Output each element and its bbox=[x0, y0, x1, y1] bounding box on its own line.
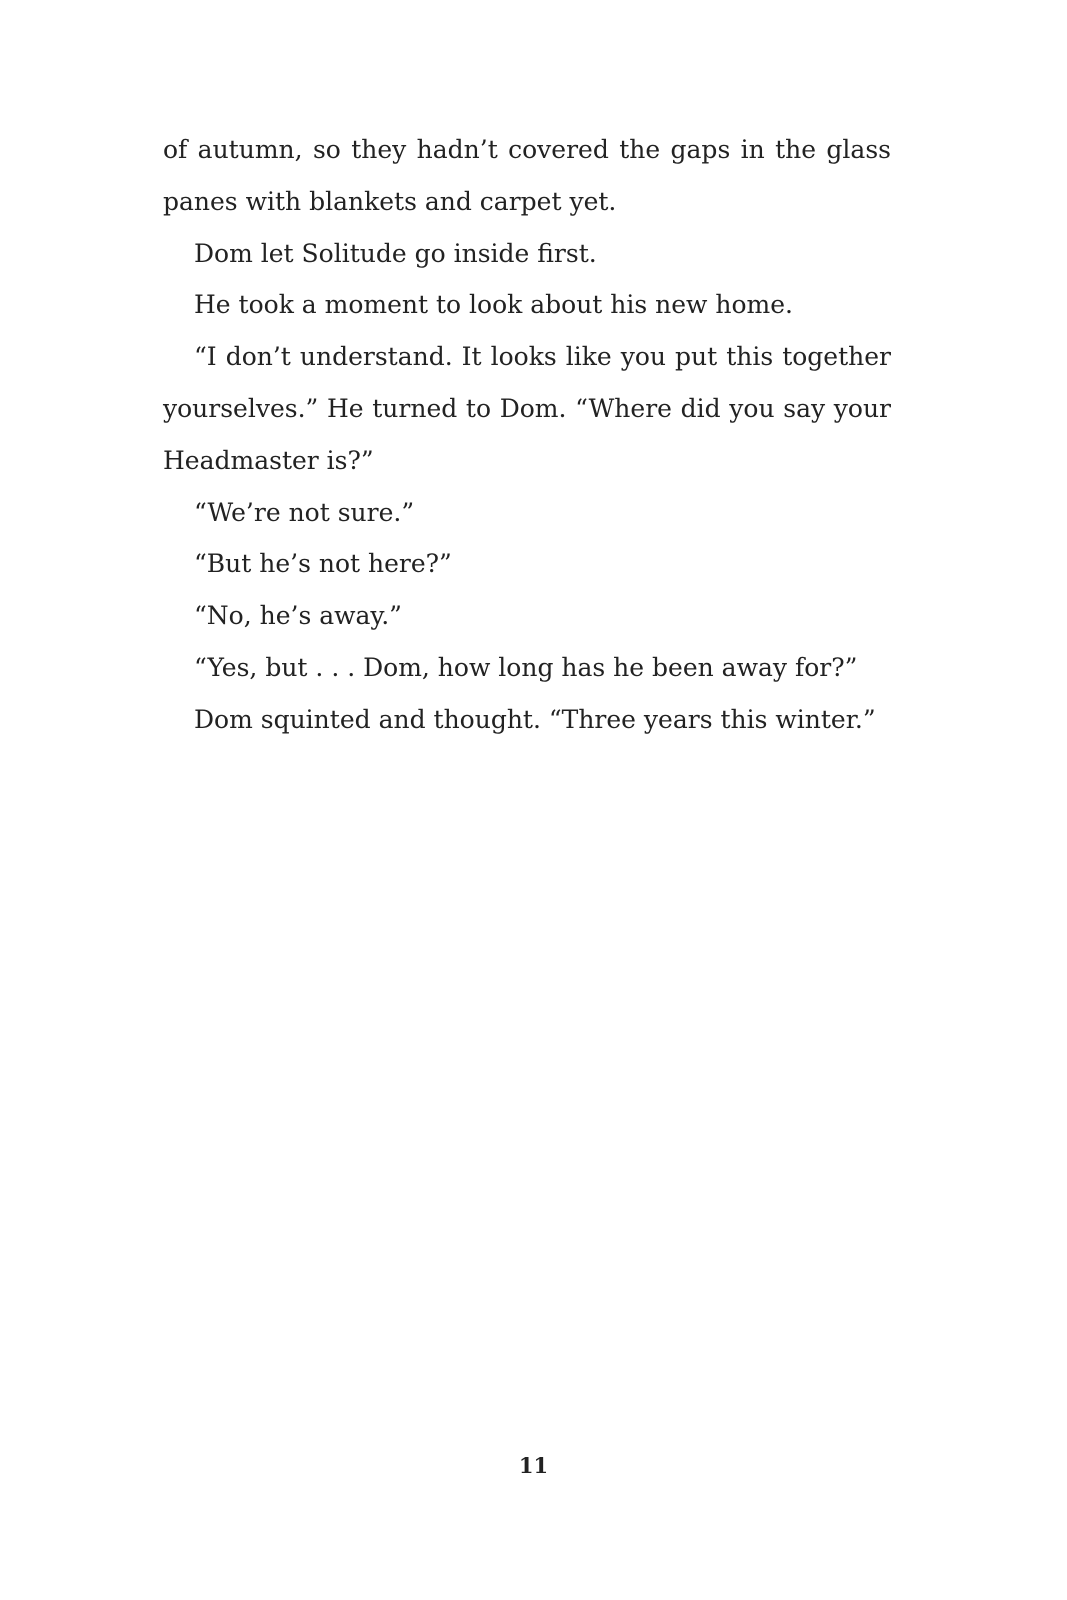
page-number: 11 bbox=[518, 1453, 549, 1478]
paragraph: He took a moment to look about his new home. bbox=[194, 290, 793, 320]
paragraph: “I don’t understand. It looks like you put this together yourselves.” He turned to Dom. “Where did you say your Headmaster is?” bbox=[163, 342, 891, 475]
paragraph: “Yes, but . . . Dom, how long has he been away for?” bbox=[194, 652, 858, 682]
paragraph: Dom squinted and thought. “Three years this winter.” bbox=[194, 704, 876, 734]
paragraph: “We’re not sure.” bbox=[194, 497, 415, 527]
paragraph: Dom let Solitude go inside first. bbox=[194, 238, 597, 268]
body-text bbox=[163, 124, 891, 746]
paragraph: “No, he’s away.” bbox=[194, 601, 402, 631]
paragraph-continued: of autumn, so they hadn’t covered the gaps in the glass panes with blankets and carpet yet. bbox=[163, 135, 891, 216]
paragraph: “But he’s not here?” bbox=[194, 549, 452, 579]
